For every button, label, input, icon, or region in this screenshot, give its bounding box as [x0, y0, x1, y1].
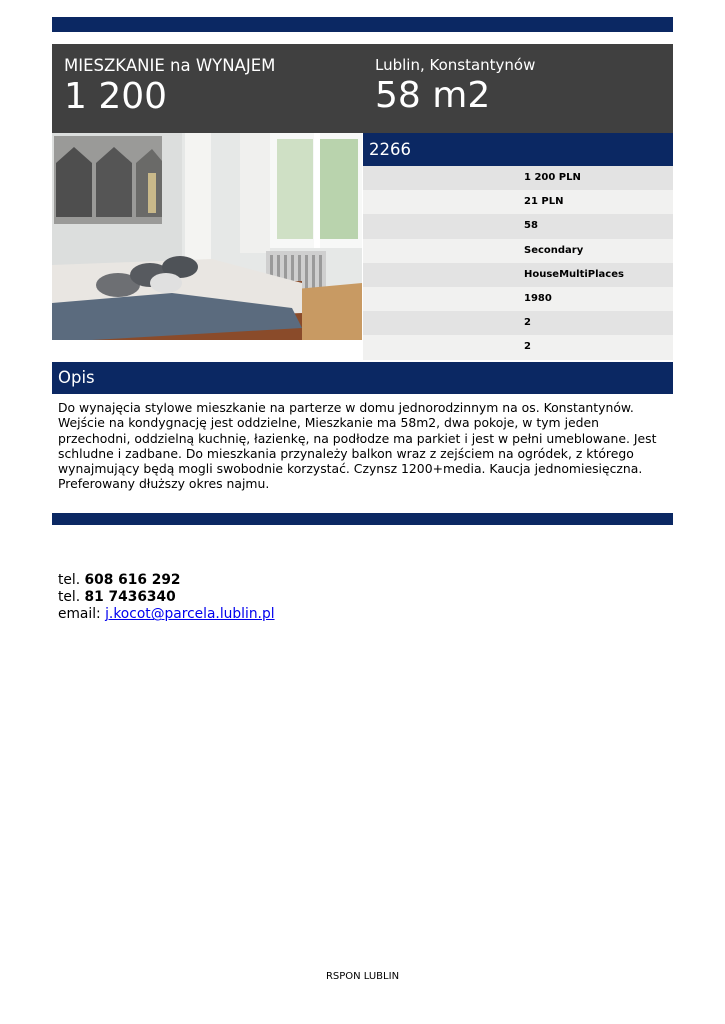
listing-price: 1 200	[64, 76, 168, 117]
phone-number-2: 81 7436340	[84, 589, 176, 606]
top-decor-bar	[52, 17, 673, 32]
listing-location: Lublin, Konstantynów	[375, 56, 536, 74]
property-row: 21 PLN	[363, 190, 673, 214]
contact-block	[58, 572, 275, 624]
listing-header	[52, 44, 673, 133]
contact-email	[58, 606, 275, 623]
footer-text: RSPON LUBLIN	[325, 971, 400, 982]
header-right	[375, 56, 535, 117]
listing-area: 58 m2	[375, 75, 491, 116]
description-heading-bar	[52, 362, 673, 394]
properties-panel	[363, 133, 673, 360]
email-link[interactable]: j.kocot@parcela.lublin.pl	[105, 606, 275, 623]
description-text: Do wynajęcia stylowe mieszkanie na parterze w domu jednorodzinnym na os. Konstantynów. Wejście na kondygnację jest oddzielne, Mieszkanie ma 58m2, dwa pokoje, w tym jeden przechodni, oddzielną kuchnię, łazienkę, na podłodze ma parkiet i jest w pełni umeblowane. Jest schludne i zadbane. Do mieszkania przynależy balkon wraz z zejściem na ogródek, z którego wynajmujący będą mogli swobodnie korzystać. Czynsz 1200+media. Kaucja jednomiesięczna. Preferowany dłuższy okres najmu.	[58, 400, 657, 492]
property-row: 1 200 PLN	[363, 166, 673, 190]
description-title: Opis	[58, 368, 95, 387]
property-row: Secondary	[363, 239, 673, 263]
email-label: email:	[58, 606, 101, 623]
property-row: 2	[363, 311, 673, 335]
phone-number-1: 608 616 292	[84, 572, 181, 588]
tel-label: tel.	[58, 572, 81, 588]
bedroom-photo-illustration	[52, 133, 362, 340]
property-row: 2	[363, 335, 673, 359]
property-row: 1980	[363, 287, 673, 311]
properties-list	[363, 166, 673, 360]
mid-decor-bar	[52, 513, 673, 525]
listing-type: MIESZKANIE na WYNAJEM	[64, 56, 276, 75]
tel-label: tel.	[58, 589, 81, 606]
header-left	[64, 56, 275, 118]
property-row: 58	[363, 214, 673, 238]
listing-id: 2266	[363, 133, 673, 166]
apartment-photo	[52, 133, 362, 340]
contact-phone-1	[58, 572, 275, 589]
property-row: HouseMultiPlaces	[363, 263, 673, 287]
contact-phone-2	[58, 589, 275, 606]
